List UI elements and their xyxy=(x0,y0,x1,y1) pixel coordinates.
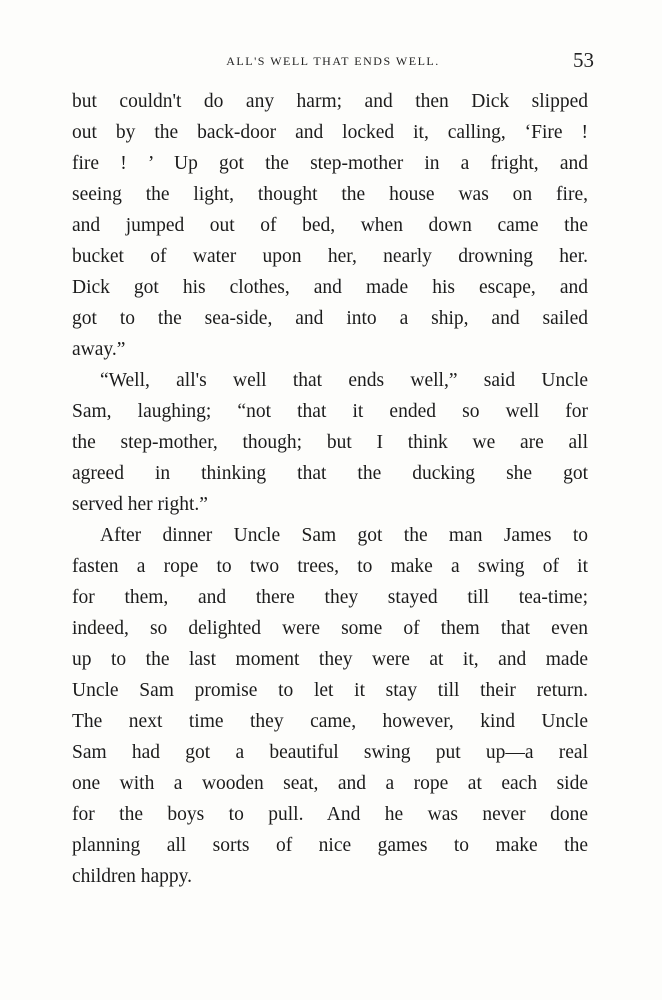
text-line: fasten a rope to two trees, to make a swing of it xyxy=(72,556,588,577)
running-head xyxy=(72,48,594,74)
text-line: and jumped out of bed, when down came the xyxy=(72,215,588,236)
text-line: Uncle Sam promise to let it stay till their return. xyxy=(72,680,588,701)
text-line: After dinner Uncle Sam got the man James to xyxy=(100,525,588,546)
text-line: out by the back-door and locked it, calling, ‘Fire ! xyxy=(72,122,588,143)
text-line: for them, and there they stayed till tea-time; xyxy=(72,587,588,608)
paragraph-3 xyxy=(72,520,588,892)
text-line: up to the last moment they were at it, and made xyxy=(72,649,588,670)
text-line: planning all sorts of nice games to make the xyxy=(72,835,588,856)
text-line: “Well, all's well that ends well,” said Uncle xyxy=(100,370,588,391)
text-line: agreed in thinking that the ducking she got xyxy=(72,463,588,484)
text-line: children happy. xyxy=(72,866,193,887)
text-line: indeed, so delighted were some of them that even xyxy=(72,618,588,639)
text-line: Dick got his clothes, and made his escape, and xyxy=(72,277,588,298)
text-line: The next time they came, however, kind Uncle xyxy=(72,711,588,732)
text-line: the step-mother, though; but I think we are all xyxy=(72,432,588,453)
text-line: fire ! ’ Up got the step-mother in a fright, and xyxy=(72,153,588,174)
paragraph-2 xyxy=(72,365,588,520)
text-line: for the boys to pull. And he was never done xyxy=(72,804,588,825)
text-line: seeing the light, thought the house was on fire, xyxy=(72,184,588,205)
text-line: Sam had got a beautiful swing put up—a real xyxy=(72,742,588,763)
paragraph-1 xyxy=(72,86,588,365)
text-line: one with a wooden seat, and a rope at each side xyxy=(72,773,588,794)
body-text xyxy=(72,86,588,892)
text-line: away.” xyxy=(72,339,126,360)
text-line: got to the sea-side, and into a ship, and sailed xyxy=(72,308,588,329)
text-line: Sam, laughing; “not that it ended so well for xyxy=(72,401,588,422)
text-line: but couldn't do any harm; and then Dick slipped xyxy=(72,91,588,112)
page-number: 53 xyxy=(573,48,594,72)
text-line: bucket of water upon her, nearly drowning her. xyxy=(72,246,588,267)
running-title: ALL'S WELL THAT ENDS WELL. xyxy=(226,54,440,68)
text-line: served her right.” xyxy=(72,494,208,515)
